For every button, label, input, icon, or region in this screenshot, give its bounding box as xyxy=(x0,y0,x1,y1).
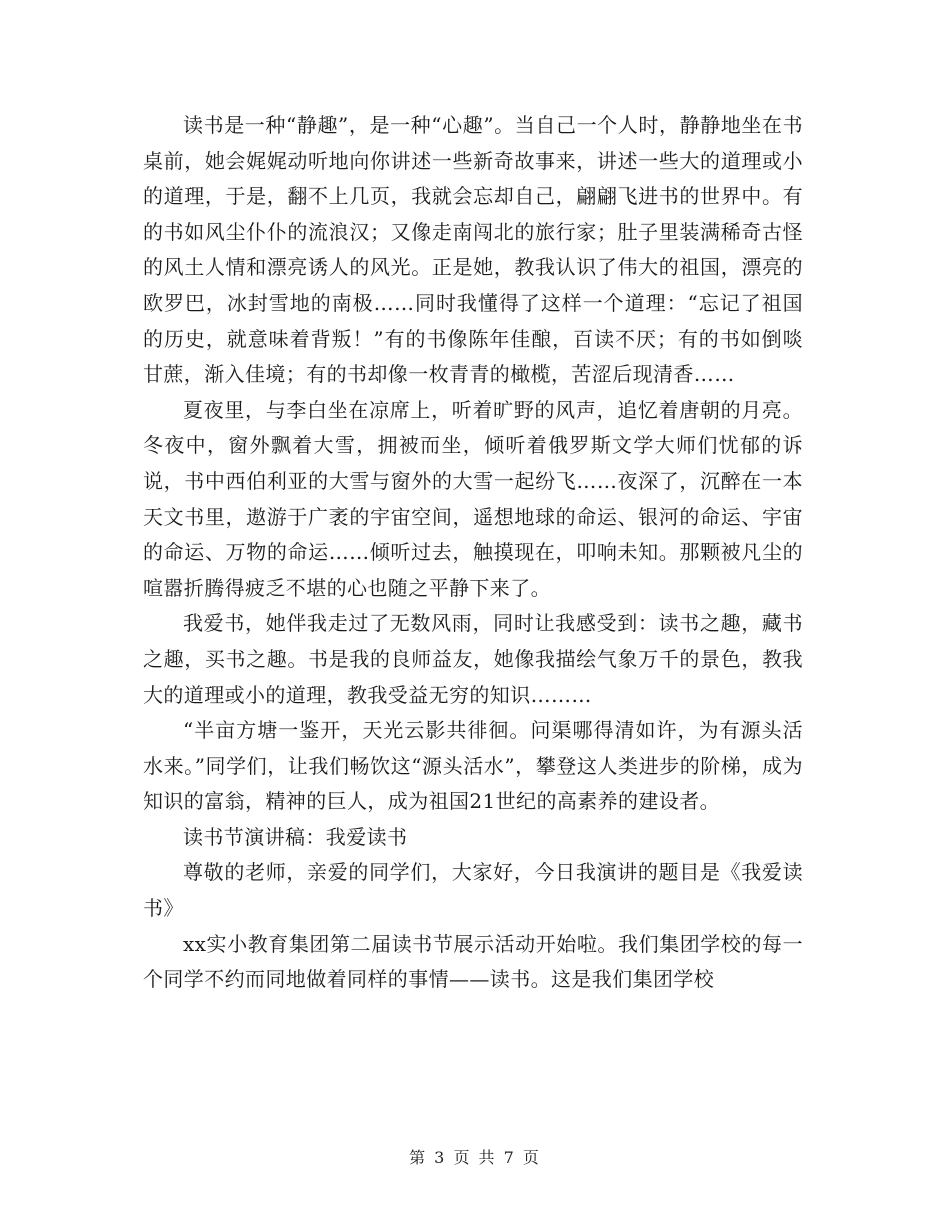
document-body xyxy=(143,108,803,998)
paragraph-greeting: 尊敬的老师，亲爱的同学们，大家好，今日我演讲的题目是《我爱读书》 xyxy=(143,860,803,921)
paragraph-love-books: 我爱书，她伴我走过了无数风雨，同时让我感受到：读书之趣，藏书之趣，买书之趣。书是我的良师益友，她像我描绘气象万千的景色，教我大的道理或小的道理，教我受益无穷的知识……… xyxy=(143,611,803,707)
speech-title: 读书节演讲稿：我爱读书 xyxy=(183,824,408,849)
page-number-footer: 第 3 页 共 7 页 xyxy=(409,1148,541,1167)
paragraph-reading-joy: 读书是一种“静趣”，是一种“心趣”。当自己一个人时，静静地坐在书桌前，她会娓娓动听地向你讲述一些新奇故事来，讲述一些大的道理或小的道理，于是，翻不上几页，我就会忘却自己，翩翩飞进书的世界中。有的书如风尘仆仆的流浪汉；又像走南闯北的旅行家；肚子里装满稀奇古怪的风土人情和漂亮诱人的风光。正是她，教我认识了伟大的祖国，漂亮的欧罗巴，冰封雪地的南极……同时我懂得了这样一个道理：“忘记了祖国的历史，就意味着背叛！”有的书像陈年佳酿，百读不厌；有的书如倒啖甘蔗，渐入佳境；有的书却像一枚青青的橄榄，苦涩后现清香…… xyxy=(143,113,803,387)
paragraph-reading-festival: xx实小教育集团第二届读书节展示活动开始啦。我们集团学校的每一个同学不约而同地做着同样的事情——读书。这是我们集团学校 xyxy=(143,931,803,992)
paragraph-poem-quote: “半亩方塘一鉴开，天光云影共徘徊。问渠哪得清如许，为有源头活水来。”同学们，让我们畅饮这“源头活水”，攀登这人类进步的阶梯，成为知识的富翁，精神的巨人，成为祖国21世纪的高素养的建设者。 xyxy=(143,718,803,814)
paragraph-summer-night: 夏夜里，与李白坐在凉席上，听着旷野的风声，追忆着唐朝的月亮。冬夜中，窗外飘着大雪，拥被而坐，倾听着俄罗斯文学大师们忧郁的诉说，书中西伯利亚的大雪与窗外的大雪一起纷飞……夜深了，沉醉在一本天文书里，遨游于广袤的宇宙空间，遥想地球的命运、银河的命运、宇宙的命运、万物的命运……倾听过去，触摸现在，叩响未知。那颗被凡尘的喧嚣折腾得疲乏不堪的心也随之平静下来了。 xyxy=(143,397,803,600)
